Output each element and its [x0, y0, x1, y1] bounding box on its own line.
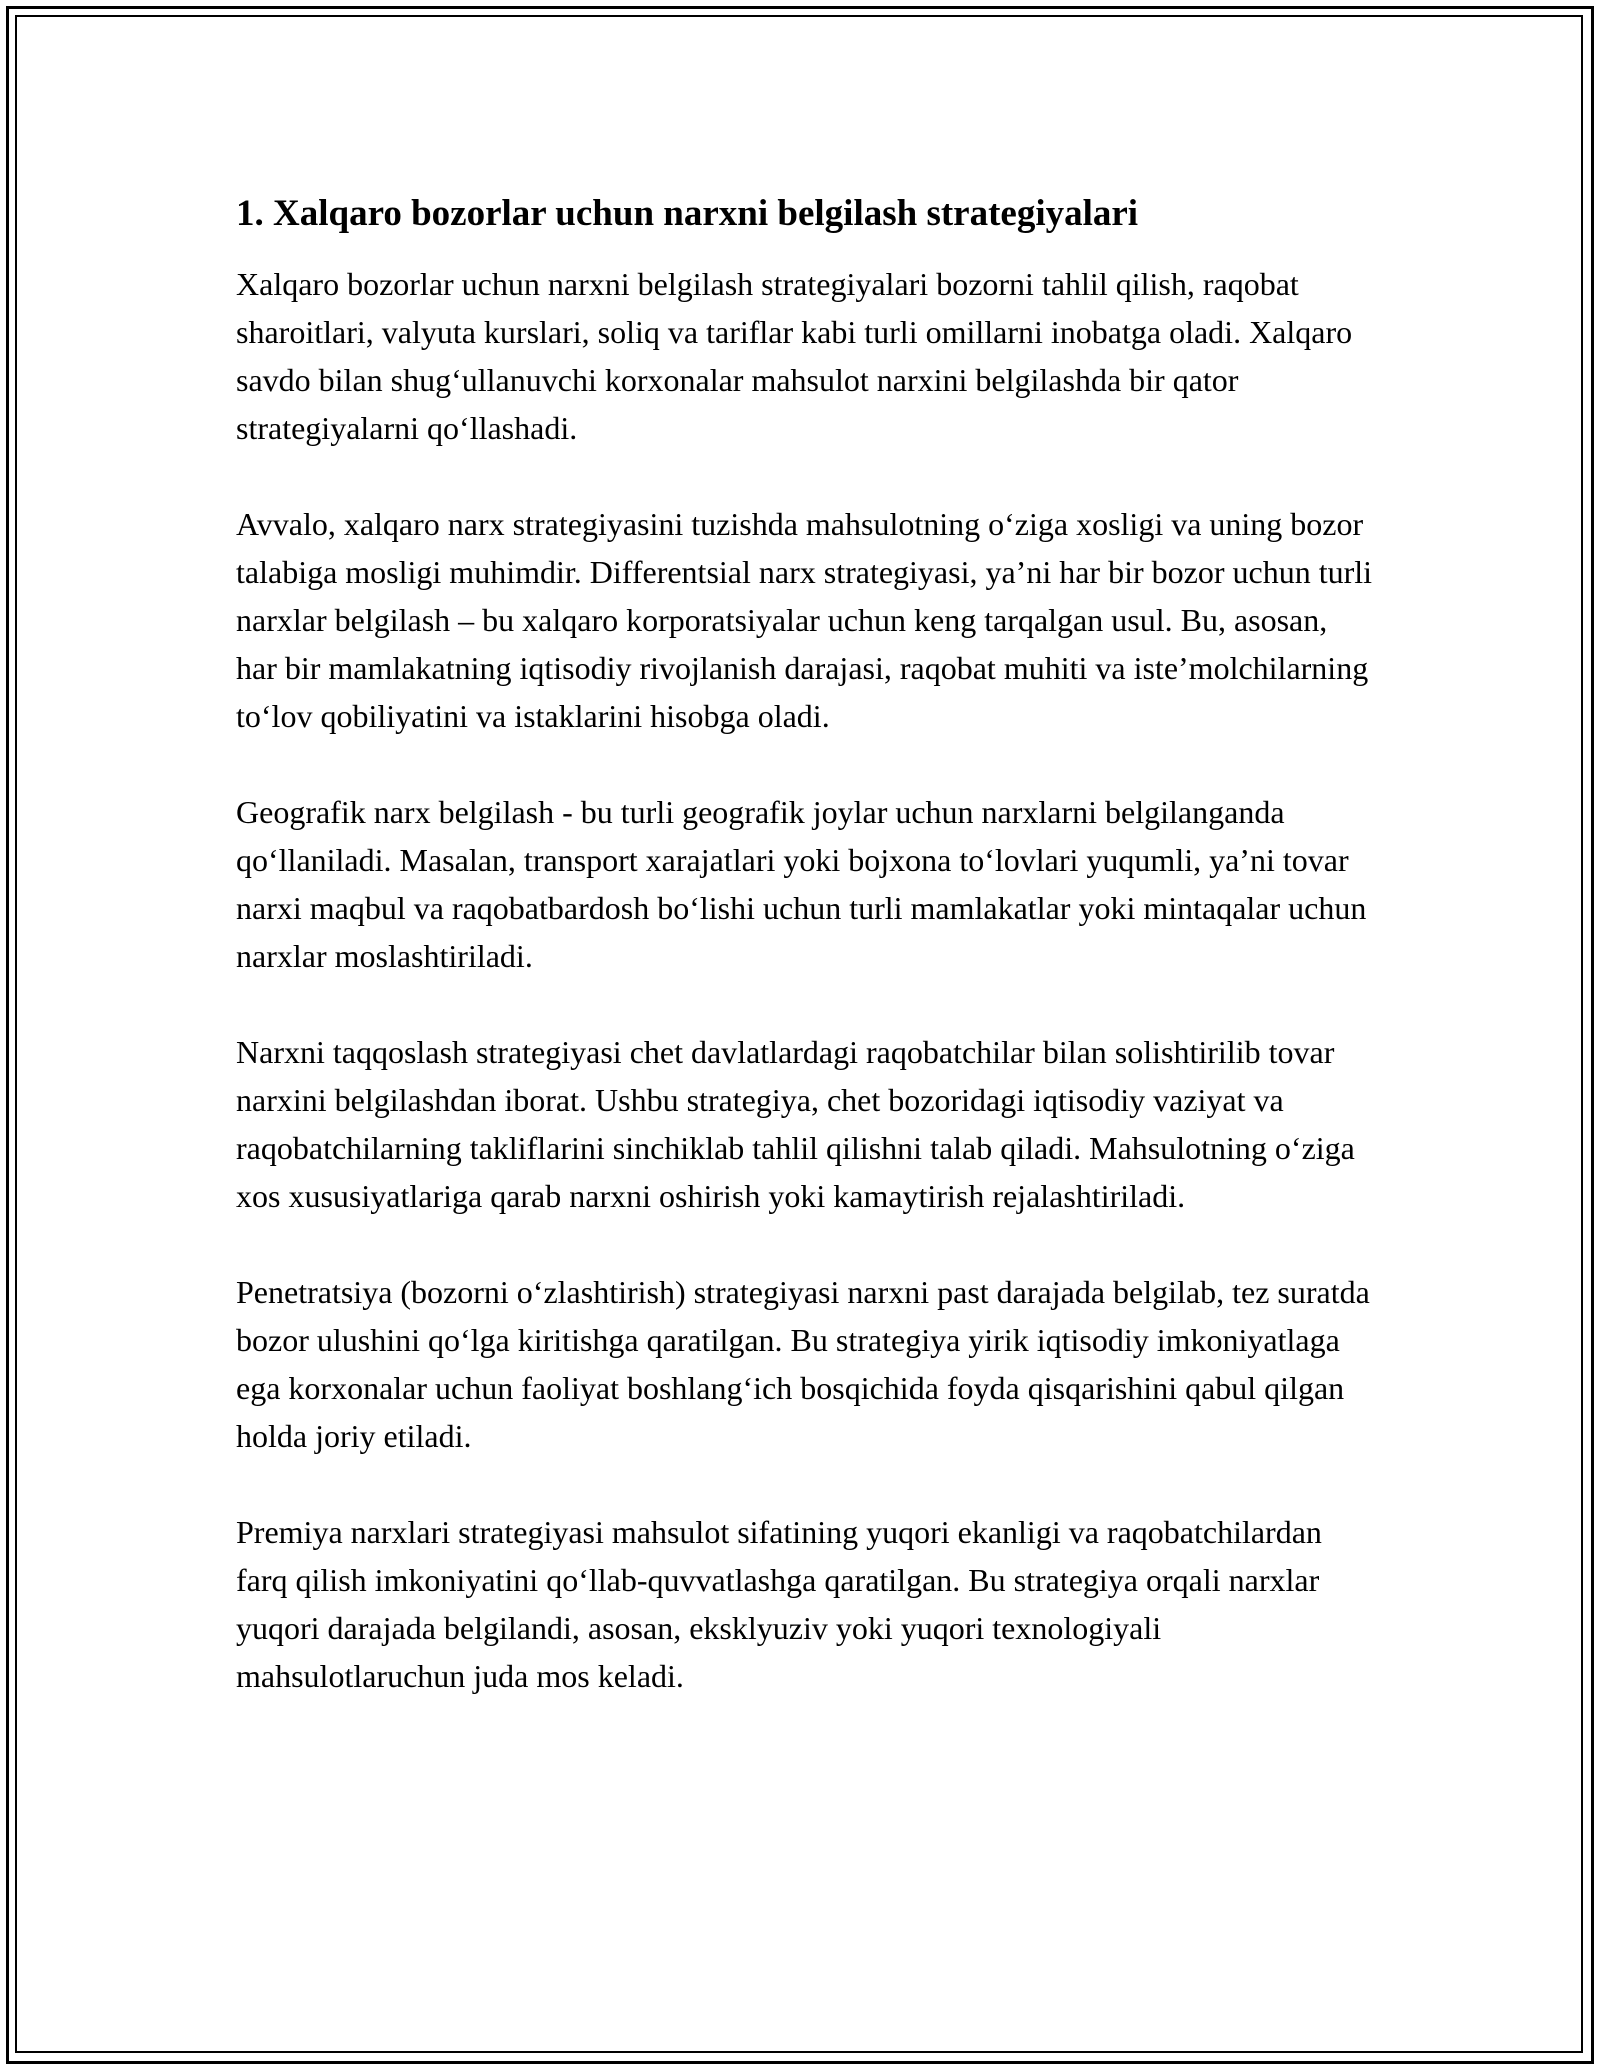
paragraph-premium-pricing: Premiya narxlari strategiyasi mahsulot sifatining yuqori ekanligi va raqobatchilardan farq qilish imkoniyatini qoʻllab-quvvatlashga qaratilgan. Bu strategiya orqali narxlar yuqori darajada belgilandi, asosan, eksklyuziv yoki yuqori texnologiyali mahsulotlaruchun juda mos keladi. [236, 1514, 1322, 1694]
paragraph-penetration-pricing: Penetratsiya (bozorni oʻzlashtirish) strategiyasi narxni past darajada belgilab, tez suratda bozor ulushini qoʻlga kiritishga qaratilgan. Bu strategiya yirik iqtisodiy imkoniyatlaga ega korxonalar uchun faoliyat boshlangʻich bosqichida foyda qisqarishini qabul qilgan holda joriy etiladi. [236, 1274, 1370, 1454]
paragraph-comparison-pricing: Narxni taqqoslash strategiyasi chet davlatlardagi raqobatchilar bilan solishtirilib tovar narxini belgilashdan iborat. Ushbu strategiya, chet bozoridagi iqtisodiy vaziyat va raqobatchilarning takliflarini sinchiklab tahlil qilishni talab qiladi. Mahsulotning oʻziga xos xususiyatlariga qarab narxni oshirish yoki kamaytirish rejalashtiriladi. [236, 1034, 1355, 1214]
document-body [236, 186, 1376, 1748]
section-heading: 1. Xalqaro bozorlar uchun narxni belgilash strategiyalari [236, 193, 1139, 234]
paragraph-geographic-pricing: Geografik narx belgilash - bu turli geografik joylar uchun narxlarni belgilanganda qoʻllaniladi. Masalan, transport xarajatlari yoki bojxona toʻlovlari yuqumli, ya’ni tovar narxi maqbul va raqobatbardosh boʻlishi uchun turli mamlakatlar yoki mintaqalar uchun narxlar moslashtiriladi. [236, 794, 1367, 974]
paragraph-intro: Xalqaro bozorlar uchun narxni belgilash strategiyalari bozorni tahlil qilish, raqobat sharoitlari, valyuta kurslari, soliq va tariflar kabi turli omillarni inobatga oladi. Xalqaro savdo bilan shugʻullanuvchi korxonalar mahsulot narxini belgilashda bir qator strategiyalarni qoʻllashadi. [236, 266, 1353, 446]
paragraph-differential-pricing: Avvalo, xalqaro narx strategiyasini tuzishda mahsulotning oʻziga xosligi va uning bozor talabiga mosligi muhimdir. Differentsial narx strategiyasi, ya’ni har bir bozor uchun turli narxlar belgilash – bu xalqaro korporatsiyalar uchun keng tarqalgan usul. Bu, asosan, har bir mamlakatning iqtisodiy rivojlanish darajasi, raqobat muhiti va iste’molchilarning toʻlov qobiliyatini va istaklarini hisobga oladi. [236, 506, 1373, 734]
